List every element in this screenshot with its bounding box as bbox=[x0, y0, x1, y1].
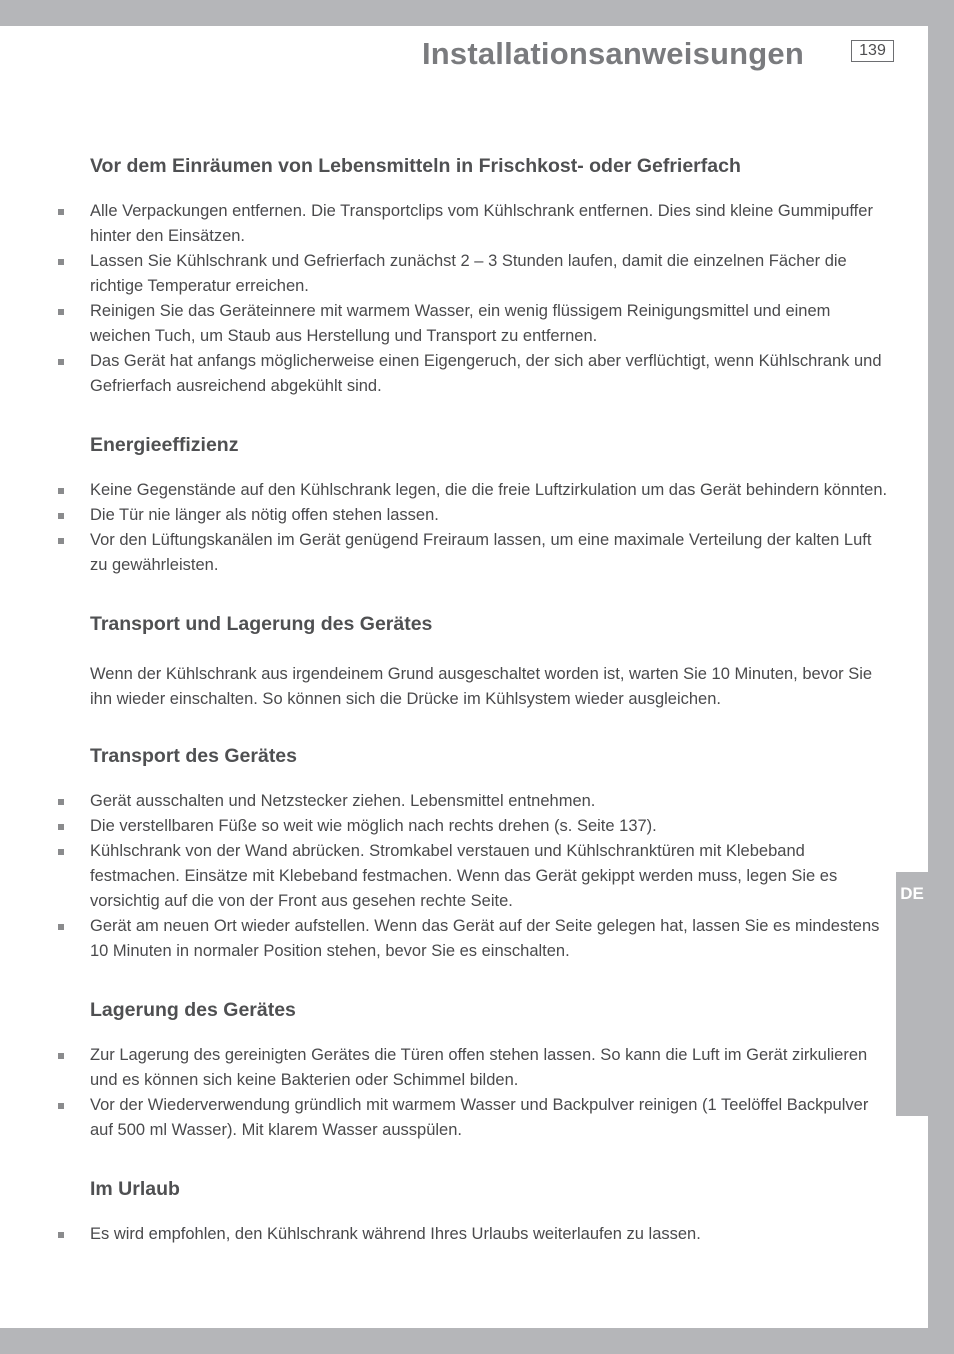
section-energy-efficiency bbox=[90, 433, 890, 578]
list-item: Reinigen Sie das Geräteinnere mit warmem Wasser, ein wenig flüssigem Reinigungsmittel und einem weichen Tuch, um Staub aus Herstellung und Transport zu entfernen. bbox=[90, 299, 890, 349]
paragraph: Wenn der Kühlschrank aus irgendeinem Grund ausgeschaltet worden ist, warten Sie 10 Minuten, bevor Sie ihn wieder einschalten. So können sich die Drücke im Kühlsystem wieder ausgleichen. bbox=[90, 665, 873, 708]
bullet-list bbox=[90, 199, 890, 399]
list-item: Das Gerät hat anfangs möglicherweise einen Eigengeruch, der sich aber verflüchtigt, wenn Kühlschrank und Gefrierfach ausreichend abgekühlt sind. bbox=[90, 349, 890, 399]
section-transport-storage bbox=[90, 612, 890, 712]
list-item: Gerät ausschalten und Netzstecker ziehen. Lebensmittel entnehmen. bbox=[90, 789, 890, 814]
list-item: Gerät am neuen Ort wieder aufstellen. Wenn das Gerät auf der Seite gelegen hat, lassen Sie es mindestens 10 Minuten in normaler Position stehen, bevor Sie es einschalten. bbox=[90, 914, 890, 964]
section-heading: Energieeffizienz bbox=[90, 434, 239, 456]
section-heading: Transport des Gerätes bbox=[90, 745, 297, 767]
section-heading: Transport und Lagerung des Gerätes bbox=[90, 613, 433, 635]
list-item: Zur Lagerung des gereinigten Gerätes die Türen offen stehen lassen. So kann die Luft im Gerät zirkulieren und es können sich keine Bakterien oder Schimmel bilden. bbox=[90, 1043, 890, 1093]
list-item: Kühlschrank von der Wand abrücken. Stromkabel verstauen und Kühlschranktüren mit Klebeband festmachen. Einsätze mit Klebeband festmachen. Wenn das Gerät gekippt werden muss, legen Sie es vorsichtig auf die von der Front aus gesehen rechte Seite. bbox=[90, 839, 890, 914]
document-page bbox=[0, 26, 928, 1328]
section-heading: Im Urlaub bbox=[90, 1178, 180, 1200]
list-item: Lassen Sie Kühlschrank und Gefrierfach zunächst 2 – 3 Stunden laufen, damit die einzelnen Fächer die richtige Temperatur erreichen. bbox=[90, 249, 890, 299]
list-item: Die verstellbaren Füße so weit wie möglich nach rechts drehen (s. Seite 137). bbox=[90, 814, 890, 839]
list-item: Vor der Wiederverwendung gründlich mit warmem Wasser und Backpulver reinigen (1 Teelöffel Backpulver auf 500 ml Wasser). Mit klarem Wasser ausspülen. bbox=[90, 1093, 890, 1143]
language-tab bbox=[896, 872, 928, 1116]
section-transport bbox=[90, 744, 890, 964]
page-title: Installationsanweisungen bbox=[421, 36, 804, 71]
list-item: Alle Verpackungen entfernen. Die Transportclips vom Kühlschrank entfernen. Dies sind kleine Gummipuffer hinter den Einsätzen. bbox=[90, 199, 890, 249]
list-item: Es wird empfohlen, den Kühlschrank während Ihres Urlaubs weiterlaufen zu lassen. bbox=[90, 1222, 890, 1247]
section-before-loading bbox=[90, 154, 890, 399]
bullet-list bbox=[90, 478, 890, 578]
section-heading: Lagerung des Gerätes bbox=[90, 999, 296, 1021]
section-heading: Vor dem Einräumen von Lebensmitteln in Frischkost- oder Gefrierfach bbox=[90, 155, 741, 177]
language-tab-label: DE bbox=[900, 884, 924, 903]
page-number: 139 bbox=[851, 40, 894, 62]
bullet-list bbox=[90, 789, 890, 964]
list-item: Die Tür nie länger als nötig offen stehen lassen. bbox=[90, 503, 890, 528]
page-content bbox=[90, 154, 890, 1281]
list-item: Vor den Lüftungskanälen im Gerät genügend Freiraum lassen, um eine maximale Verteilung der kalten Luft zu gewährleisten. bbox=[90, 528, 890, 578]
bullet-list bbox=[90, 1043, 890, 1143]
section-vacation bbox=[90, 1177, 890, 1247]
bullet-list bbox=[90, 1222, 890, 1247]
list-item: Keine Gegenstände auf den Kühlschrank legen, die die freie Luftzirkulation um das Gerät behindern könnten. bbox=[90, 478, 890, 503]
section-storage bbox=[90, 998, 890, 1143]
